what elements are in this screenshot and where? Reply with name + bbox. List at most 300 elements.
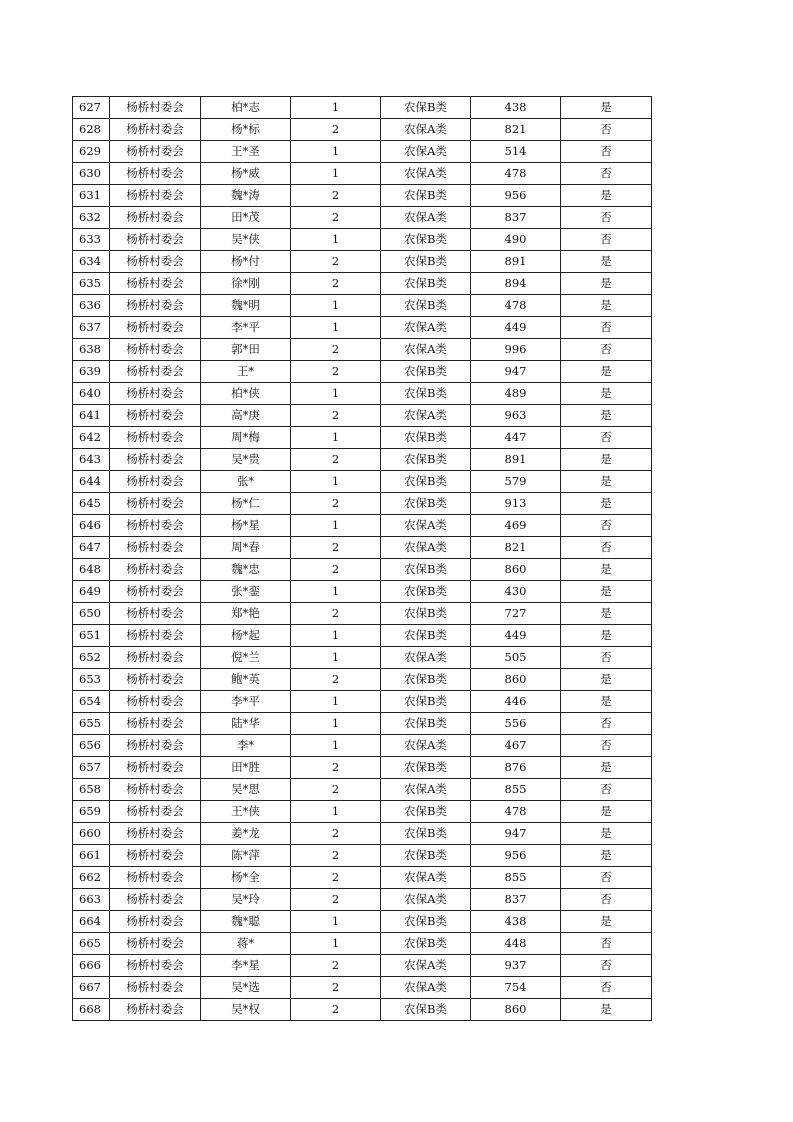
cell-id: 655 xyxy=(73,713,110,735)
cell-village: 杨桥村委会 xyxy=(110,273,201,295)
cell-name: 杨*起 xyxy=(201,625,291,647)
cell-id: 659 xyxy=(73,801,110,823)
cell-name: 魏*明 xyxy=(201,295,291,317)
cell-category: 农保B类 xyxy=(381,449,471,471)
cell-id: 649 xyxy=(73,581,110,603)
cell-category: 农保B类 xyxy=(381,229,471,251)
cell-id: 628 xyxy=(73,119,110,141)
table-row xyxy=(73,735,652,757)
cell-name: 吴*选 xyxy=(201,977,291,999)
table-row xyxy=(73,845,652,867)
cell-id: 631 xyxy=(73,185,110,207)
cell-count: 2 xyxy=(291,889,381,911)
cell-id: 664 xyxy=(73,911,110,933)
cell-amount: 837 xyxy=(471,207,561,229)
cell-flag: 否 xyxy=(561,515,652,537)
cell-village: 杨桥村委会 xyxy=(110,669,201,691)
table-row xyxy=(73,933,652,955)
cell-amount: 947 xyxy=(471,361,561,383)
cell-count: 2 xyxy=(291,251,381,273)
cell-village: 杨桥村委会 xyxy=(110,735,201,757)
cell-name: 李*平 xyxy=(201,691,291,713)
cell-category: 农保B类 xyxy=(381,691,471,713)
cell-name: 张*銮 xyxy=(201,581,291,603)
cell-count: 2 xyxy=(291,955,381,977)
cell-flag: 是 xyxy=(561,911,652,933)
cell-name: 鲍*英 xyxy=(201,669,291,691)
cell-village: 杨桥村委会 xyxy=(110,163,201,185)
cell-category: 农保A类 xyxy=(381,647,471,669)
cell-amount: 913 xyxy=(471,493,561,515)
cell-name: 王*侠 xyxy=(201,801,291,823)
cell-flag: 是 xyxy=(561,471,652,493)
cell-amount: 996 xyxy=(471,339,561,361)
table-row xyxy=(73,625,652,647)
cell-category: 农保A类 xyxy=(381,889,471,911)
cell-amount: 446 xyxy=(471,691,561,713)
records-table-body xyxy=(73,97,652,1021)
cell-amount: 448 xyxy=(471,933,561,955)
cell-flag: 否 xyxy=(561,977,652,999)
cell-id: 632 xyxy=(73,207,110,229)
cell-count: 1 xyxy=(291,515,381,537)
cell-count: 1 xyxy=(291,141,381,163)
cell-flag: 是 xyxy=(561,251,652,273)
cell-flag: 否 xyxy=(561,207,652,229)
cell-category: 农保B类 xyxy=(381,845,471,867)
cell-village: 杨桥村委会 xyxy=(110,207,201,229)
cell-count: 2 xyxy=(291,867,381,889)
cell-village: 杨桥村委会 xyxy=(110,823,201,845)
cell-count: 2 xyxy=(291,361,381,383)
cell-amount: 956 xyxy=(471,845,561,867)
cell-amount: 855 xyxy=(471,779,561,801)
cell-count: 1 xyxy=(291,691,381,713)
cell-count: 2 xyxy=(291,493,381,515)
cell-amount: 876 xyxy=(471,757,561,779)
cell-count: 2 xyxy=(291,185,381,207)
cell-category: 农保A类 xyxy=(381,339,471,361)
cell-village: 杨桥村委会 xyxy=(110,141,201,163)
cell-id: 652 xyxy=(73,647,110,669)
cell-count: 1 xyxy=(291,295,381,317)
cell-name: 吴*贵 xyxy=(201,449,291,471)
cell-amount: 469 xyxy=(471,515,561,537)
cell-flag: 是 xyxy=(561,823,652,845)
cell-category: 农保B类 xyxy=(381,427,471,449)
cell-id: 666 xyxy=(73,955,110,977)
cell-count: 1 xyxy=(291,427,381,449)
cell-amount: 478 xyxy=(471,295,561,317)
cell-category: 农保B类 xyxy=(381,251,471,273)
cell-count: 1 xyxy=(291,735,381,757)
table-row xyxy=(73,823,652,845)
cell-flag: 是 xyxy=(561,757,652,779)
cell-name: 李*星 xyxy=(201,955,291,977)
cell-flag: 否 xyxy=(561,713,652,735)
cell-village: 杨桥村委会 xyxy=(110,977,201,999)
cell-count: 1 xyxy=(291,97,381,119)
cell-category: 农保A类 xyxy=(381,317,471,339)
table-row xyxy=(73,97,652,119)
cell-flag: 是 xyxy=(561,999,652,1021)
cell-flag: 否 xyxy=(561,955,652,977)
cell-count: 2 xyxy=(291,823,381,845)
cell-village: 杨桥村委会 xyxy=(110,383,201,405)
cell-category: 农保B类 xyxy=(381,603,471,625)
cell-name: 周*春 xyxy=(201,537,291,559)
cell-name: 陈*萍 xyxy=(201,845,291,867)
cell-amount: 438 xyxy=(471,911,561,933)
cell-village: 杨桥村委会 xyxy=(110,119,201,141)
cell-count: 2 xyxy=(291,845,381,867)
cell-village: 杨桥村委会 xyxy=(110,229,201,251)
cell-name: 魏*聪 xyxy=(201,911,291,933)
cell-name: 田*胜 xyxy=(201,757,291,779)
cell-id: 630 xyxy=(73,163,110,185)
table-row xyxy=(73,603,652,625)
table-row xyxy=(73,141,652,163)
table-row xyxy=(73,713,652,735)
cell-id: 657 xyxy=(73,757,110,779)
cell-name: 李*平 xyxy=(201,317,291,339)
cell-amount: 467 xyxy=(471,735,561,757)
cell-amount: 438 xyxy=(471,97,561,119)
cell-count: 1 xyxy=(291,625,381,647)
cell-count: 2 xyxy=(291,977,381,999)
cell-count: 1 xyxy=(291,163,381,185)
cell-flag: 是 xyxy=(561,295,652,317)
cell-id: 662 xyxy=(73,867,110,889)
cell-flag: 是 xyxy=(561,493,652,515)
table-row xyxy=(73,273,652,295)
cell-flag: 是 xyxy=(561,449,652,471)
cell-flag: 是 xyxy=(561,801,652,823)
cell-village: 杨桥村委会 xyxy=(110,493,201,515)
cell-flag: 是 xyxy=(561,845,652,867)
cell-amount: 837 xyxy=(471,889,561,911)
table-row xyxy=(73,779,652,801)
table-row xyxy=(73,405,652,427)
table-row xyxy=(73,339,652,361)
cell-id: 660 xyxy=(73,823,110,845)
cell-category: 农保B类 xyxy=(381,471,471,493)
cell-amount: 956 xyxy=(471,185,561,207)
cell-count: 1 xyxy=(291,383,381,405)
cell-id: 650 xyxy=(73,603,110,625)
cell-count: 2 xyxy=(291,449,381,471)
cell-id: 645 xyxy=(73,493,110,515)
cell-village: 杨桥村委会 xyxy=(110,933,201,955)
table-row xyxy=(73,515,652,537)
cell-id: 651 xyxy=(73,625,110,647)
table-row xyxy=(73,383,652,405)
cell-category: 农保B类 xyxy=(381,713,471,735)
cell-village: 杨桥村委会 xyxy=(110,427,201,449)
table-row xyxy=(73,867,652,889)
table-row xyxy=(73,955,652,977)
cell-flag: 是 xyxy=(561,185,652,207)
table-row xyxy=(73,911,652,933)
cell-count: 2 xyxy=(291,559,381,581)
cell-id: 668 xyxy=(73,999,110,1021)
cell-category: 农保B类 xyxy=(381,559,471,581)
cell-id: 639 xyxy=(73,361,110,383)
table-row xyxy=(73,801,652,823)
cell-name: 陆*华 xyxy=(201,713,291,735)
cell-id: 627 xyxy=(73,97,110,119)
cell-flag: 否 xyxy=(561,119,652,141)
cell-amount: 891 xyxy=(471,251,561,273)
cell-name: 杨*付 xyxy=(201,251,291,273)
cell-count: 1 xyxy=(291,471,381,493)
cell-flag: 是 xyxy=(561,559,652,581)
cell-village: 杨桥村委会 xyxy=(110,97,201,119)
cell-flag: 否 xyxy=(561,735,652,757)
cell-name: 高*庚 xyxy=(201,405,291,427)
cell-amount: 891 xyxy=(471,449,561,471)
cell-amount: 514 xyxy=(471,141,561,163)
cell-village: 杨桥村委会 xyxy=(110,471,201,493)
records-table xyxy=(72,96,652,1021)
cell-amount: 947 xyxy=(471,823,561,845)
cell-village: 杨桥村委会 xyxy=(110,713,201,735)
cell-flag: 否 xyxy=(561,427,652,449)
cell-id: 647 xyxy=(73,537,110,559)
cell-name: 吴*玲 xyxy=(201,889,291,911)
cell-flag: 是 xyxy=(561,405,652,427)
cell-name: 蒋* xyxy=(201,933,291,955)
cell-flag: 否 xyxy=(561,889,652,911)
cell-category: 农保A类 xyxy=(381,119,471,141)
cell-id: 629 xyxy=(73,141,110,163)
cell-village: 杨桥村委会 xyxy=(110,559,201,581)
cell-name: 郭*田 xyxy=(201,339,291,361)
cell-category: 农保A类 xyxy=(381,977,471,999)
cell-village: 杨桥村委会 xyxy=(110,999,201,1021)
cell-name: 吴*权 xyxy=(201,999,291,1021)
cell-village: 杨桥村委会 xyxy=(110,801,201,823)
cell-id: 644 xyxy=(73,471,110,493)
cell-count: 2 xyxy=(291,339,381,361)
cell-count: 1 xyxy=(291,317,381,339)
table-row xyxy=(73,251,652,273)
table-row xyxy=(73,449,652,471)
cell-count: 2 xyxy=(291,537,381,559)
table-row xyxy=(73,295,652,317)
table-row xyxy=(73,889,652,911)
cell-id: 648 xyxy=(73,559,110,581)
cell-village: 杨桥村委会 xyxy=(110,405,201,427)
cell-flag: 是 xyxy=(561,691,652,713)
cell-amount: 579 xyxy=(471,471,561,493)
cell-id: 665 xyxy=(73,933,110,955)
cell-id: 636 xyxy=(73,295,110,317)
cell-id: 640 xyxy=(73,383,110,405)
cell-name: 郑*艳 xyxy=(201,603,291,625)
cell-count: 2 xyxy=(291,779,381,801)
cell-name: 王* xyxy=(201,361,291,383)
cell-amount: 860 xyxy=(471,559,561,581)
cell-amount: 430 xyxy=(471,581,561,603)
cell-village: 杨桥村委会 xyxy=(110,449,201,471)
cell-count: 1 xyxy=(291,801,381,823)
cell-count: 2 xyxy=(291,119,381,141)
cell-village: 杨桥村委会 xyxy=(110,889,201,911)
cell-category: 农保A类 xyxy=(381,141,471,163)
cell-village: 杨桥村委会 xyxy=(110,625,201,647)
table-row xyxy=(73,537,652,559)
cell-name: 张* xyxy=(201,471,291,493)
cell-flag: 否 xyxy=(561,229,652,251)
cell-village: 杨桥村委会 xyxy=(110,757,201,779)
cell-village: 杨桥村委会 xyxy=(110,185,201,207)
cell-id: 654 xyxy=(73,691,110,713)
cell-id: 633 xyxy=(73,229,110,251)
cell-count: 2 xyxy=(291,999,381,1021)
cell-category: 农保A类 xyxy=(381,867,471,889)
cell-amount: 478 xyxy=(471,801,561,823)
cell-amount: 449 xyxy=(471,625,561,647)
cell-category: 农保A类 xyxy=(381,537,471,559)
cell-village: 杨桥村委会 xyxy=(110,361,201,383)
table-row xyxy=(73,669,652,691)
cell-name: 李* xyxy=(201,735,291,757)
cell-amount: 556 xyxy=(471,713,561,735)
table-row xyxy=(73,581,652,603)
cell-count: 2 xyxy=(291,405,381,427)
cell-id: 635 xyxy=(73,273,110,295)
cell-category: 农保B类 xyxy=(381,581,471,603)
cell-amount: 860 xyxy=(471,999,561,1021)
cell-category: 农保B类 xyxy=(381,823,471,845)
cell-flag: 是 xyxy=(561,273,652,295)
cell-village: 杨桥村委会 xyxy=(110,691,201,713)
cell-name: 周*梅 xyxy=(201,427,291,449)
cell-category: 农保B类 xyxy=(381,999,471,1021)
cell-amount: 490 xyxy=(471,229,561,251)
cell-name: 魏*涛 xyxy=(201,185,291,207)
cell-name: 柏*志 xyxy=(201,97,291,119)
table-row xyxy=(73,999,652,1021)
cell-name: 杨*全 xyxy=(201,867,291,889)
table-row xyxy=(73,691,652,713)
cell-count: 1 xyxy=(291,911,381,933)
cell-flag: 是 xyxy=(561,669,652,691)
cell-category: 农保A类 xyxy=(381,779,471,801)
cell-amount: 505 xyxy=(471,647,561,669)
cell-amount: 937 xyxy=(471,955,561,977)
cell-id: 646 xyxy=(73,515,110,537)
cell-village: 杨桥村委会 xyxy=(110,911,201,933)
cell-count: 1 xyxy=(291,933,381,955)
cell-count: 2 xyxy=(291,207,381,229)
cell-category: 农保B类 xyxy=(381,185,471,207)
cell-id: 637 xyxy=(73,317,110,339)
table-row xyxy=(73,317,652,339)
cell-id: 643 xyxy=(73,449,110,471)
cell-count: 1 xyxy=(291,713,381,735)
cell-name: 杨*威 xyxy=(201,163,291,185)
cell-village: 杨桥村委会 xyxy=(110,603,201,625)
cell-count: 1 xyxy=(291,229,381,251)
cell-name: 吴*侠 xyxy=(201,229,291,251)
cell-name: 柏*侠 xyxy=(201,383,291,405)
cell-category: 农保A类 xyxy=(381,405,471,427)
cell-name: 杨*标 xyxy=(201,119,291,141)
cell-name: 杨*仁 xyxy=(201,493,291,515)
cell-amount: 489 xyxy=(471,383,561,405)
cell-village: 杨桥村委会 xyxy=(110,317,201,339)
cell-count: 1 xyxy=(291,647,381,669)
cell-village: 杨桥村委会 xyxy=(110,295,201,317)
table-row xyxy=(73,207,652,229)
cell-category: 农保B类 xyxy=(381,295,471,317)
cell-amount: 894 xyxy=(471,273,561,295)
cell-flag: 否 xyxy=(561,141,652,163)
cell-id: 642 xyxy=(73,427,110,449)
cell-amount: 449 xyxy=(471,317,561,339)
cell-amount: 478 xyxy=(471,163,561,185)
cell-flag: 是 xyxy=(561,625,652,647)
cell-village: 杨桥村委会 xyxy=(110,581,201,603)
cell-village: 杨桥村委会 xyxy=(110,955,201,977)
cell-category: 农保B类 xyxy=(381,493,471,515)
cell-name: 杨*星 xyxy=(201,515,291,537)
cell-name: 田*茂 xyxy=(201,207,291,229)
cell-id: 661 xyxy=(73,845,110,867)
cell-id: 653 xyxy=(73,669,110,691)
cell-village: 杨桥村委会 xyxy=(110,779,201,801)
table-row xyxy=(73,119,652,141)
cell-amount: 860 xyxy=(471,669,561,691)
cell-flag: 是 xyxy=(561,603,652,625)
cell-amount: 447 xyxy=(471,427,561,449)
cell-amount: 963 xyxy=(471,405,561,427)
table-row xyxy=(73,185,652,207)
cell-village: 杨桥村委会 xyxy=(110,515,201,537)
table-row xyxy=(73,361,652,383)
cell-category: 农保B类 xyxy=(381,361,471,383)
cell-category: 农保A类 xyxy=(381,207,471,229)
cell-flag: 否 xyxy=(561,317,652,339)
cell-category: 农保B类 xyxy=(381,911,471,933)
cell-village: 杨桥村委会 xyxy=(110,647,201,669)
cell-category: 农保B类 xyxy=(381,933,471,955)
cell-flag: 否 xyxy=(561,537,652,559)
cell-id: 656 xyxy=(73,735,110,757)
cell-name: 吴*思 xyxy=(201,779,291,801)
cell-category: 农保B类 xyxy=(381,801,471,823)
cell-category: 农保B类 xyxy=(381,669,471,691)
cell-category: 农保B类 xyxy=(381,97,471,119)
cell-name: 姜*龙 xyxy=(201,823,291,845)
cell-category: 农保A类 xyxy=(381,163,471,185)
cell-village: 杨桥村委会 xyxy=(110,845,201,867)
table-row xyxy=(73,229,652,251)
cell-flag: 是 xyxy=(561,383,652,405)
cell-flag: 否 xyxy=(561,339,652,361)
cell-id: 658 xyxy=(73,779,110,801)
cell-amount: 727 xyxy=(471,603,561,625)
cell-flag: 否 xyxy=(561,647,652,669)
cell-category: 农保B类 xyxy=(381,757,471,779)
cell-flag: 否 xyxy=(561,867,652,889)
table-row xyxy=(73,471,652,493)
table-row xyxy=(73,977,652,999)
cell-id: 638 xyxy=(73,339,110,361)
cell-count: 2 xyxy=(291,669,381,691)
